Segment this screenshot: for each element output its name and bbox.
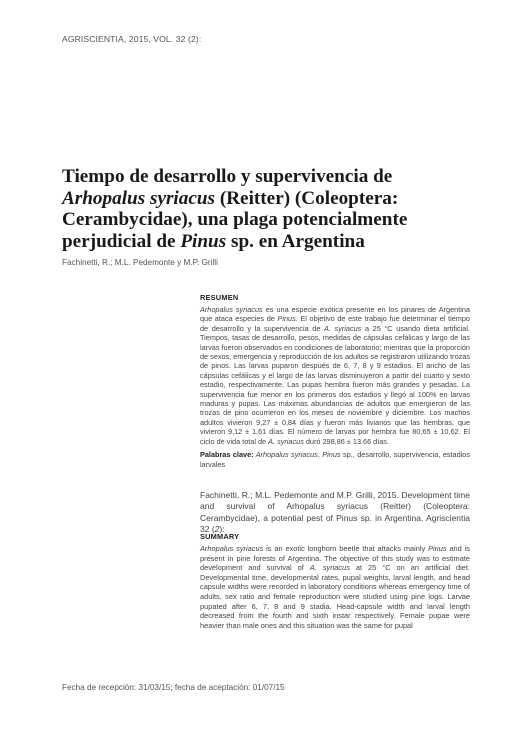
summary-section xyxy=(200,532,470,630)
resumen-species-2: A. syriacus xyxy=(324,323,362,333)
title-line-2: (Reitter) (Coleoptera: xyxy=(215,187,399,209)
summary-heading: SUMMARY xyxy=(200,532,240,541)
summary-genus: Pinus xyxy=(428,544,447,553)
keywords-label: Palabras clave: xyxy=(200,450,254,460)
title-line-4-pre: perjudicial de xyxy=(62,230,181,252)
title-line-4-post: sp. en Argentina xyxy=(226,230,365,252)
title-genus: Pinus xyxy=(180,230,227,252)
summary-text-1: is an exotic longhorn beetle that attacks mainly xyxy=(263,544,429,553)
citation-text: Fachinetti, R.; M.L. Pedemonte and M.P. Grilli, 2015. Development time and survival of Arhopalus syriacus (Reitter) (Coleoptera: Cerambycidae), a potential pest of Pinus sp. in Argentina. Agriscientia 32 ( xyxy=(200,490,470,535)
resumen-species-1: Arhopalus syriacus xyxy=(200,305,263,314)
summary-text-3: at 25 °C on an artificial diet. Developmental time, developmental rates, pupal weights, larval length, and head capsule widths were recorded in laboratory conditions whereas emergency time of adults, sex ratio and female reproduction were studied using pine logs. Larvae pupated after 6, 7, 8 and 9 stadia. Head-capsule width and larval length decreased from the fourth and sixth instar respectively. Female pupae were heavier than male ones and this situation was the same for pupal xyxy=(200,563,470,630)
reception-dates: Fecha de recepción: 31/03/15; fecha de aceptación: 01/07/15 xyxy=(62,683,285,692)
keyword-list: sp., desarrollo, supervivencia, estadios larvales xyxy=(200,450,470,469)
keywords xyxy=(200,450,470,469)
resumen-text-3: a 25 °C usando dieta artificial. Tiempos, tasas de desarrollo, pesos, medidas de cápsulas cefálicas y largo de las larvas fueron observados en condiciones de laboratorio; mientras que la proporción de sexos, emergencia y reproducción de los adultos se registraron utilizando trozas de pinos. Las larvas puparon después de 6, 7, 8 y 9 estadios. El ancho de las cápsulas cefálicas y el largo de las larvas disminuyeron a partir del cuarto y sexto estadio, respectivamente. Las pupas hembra fueron más grandes y pesadas. La supervivencia fue menor en los primeros dos estadios y llegó al 100% en larvas maduras y pupas. Las máximas abundancias de adultos que emergieron de las trozas de pino ocurrieron en los meses de noviembre y diciembre. Los machos adultos vivieron 9,27 ± 0,84 días y fueron más livianos que las hembras, que vivieron 9,12 ± 1,61 días. El número de larvas por hembra fue 80,65 ± 10,62. El ciclo de vida total de xyxy=(200,323,470,446)
resumen-section xyxy=(200,293,470,469)
summary-species-2: A. syriacus xyxy=(309,563,350,573)
summary-text-2: and is present in pine forests of Argentina. The objective of this study was to estimate development and survival of xyxy=(200,544,470,573)
english-citation xyxy=(200,490,470,536)
keyword-separator: , xyxy=(317,450,323,460)
summary-body xyxy=(200,544,470,630)
title-species: Arhopalus syriacus xyxy=(62,187,216,209)
citation-block xyxy=(200,490,470,536)
resumen-species-3: A. syriacus xyxy=(268,436,304,446)
keyword-genus: Pinus xyxy=(322,450,341,460)
resumen-text-2: . El objetivo de este trabajo fue determinar el tiempo de desarrollo y la supervivencia de xyxy=(200,314,470,333)
resumen-heading: RESUMEN xyxy=(200,293,239,302)
article-title xyxy=(62,166,482,252)
title-line-3: Cerambycidae), una plaga potencialmente xyxy=(62,209,408,230)
citation-end: ): xyxy=(219,524,225,535)
keyword-species: Arhopalus syriacus xyxy=(253,450,318,460)
resumen-text-4: duró 298,86 ± 13.66 días. xyxy=(303,436,389,446)
resumen-text-1: es una especie exótica presente en los pinares de Argentina que ataca especies de xyxy=(200,305,470,324)
summary-species-1: Arhopalus syriacus xyxy=(200,544,264,553)
author-line: Fachinetti, R.; M.L. Pedemonte y M.P. Grilli xyxy=(62,258,218,267)
resumen-body xyxy=(200,305,470,446)
journal-header: AGRISCIENTIA, 2015, VOL. 32 (2): xyxy=(62,34,202,44)
resumen-genus: Pinus xyxy=(277,314,296,324)
citation-issue: 2 xyxy=(214,524,220,535)
title-line-1: Tiempo de desarrollo y supervivencia de xyxy=(62,166,393,187)
